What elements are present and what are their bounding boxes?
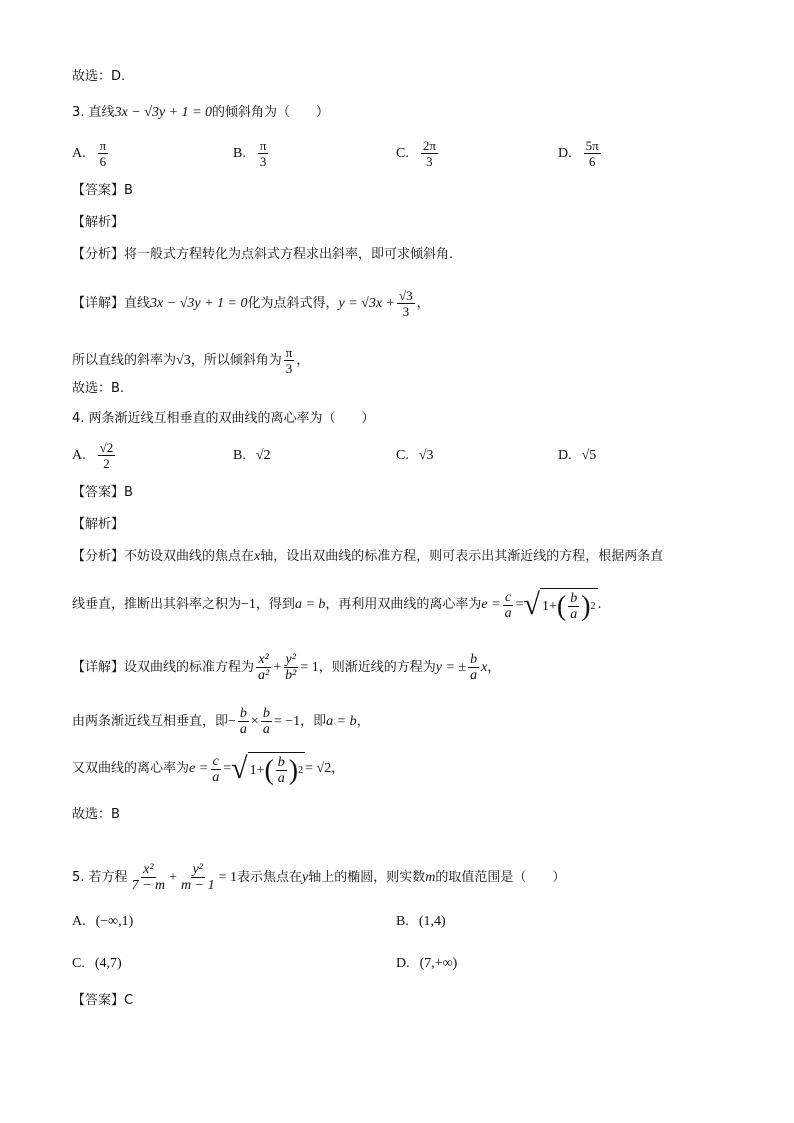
q3-option-c	[396, 138, 440, 169]
q3-xj2-d: ，	[296, 353, 310, 368]
q4-xj2-a: 由两条渐近线互相垂直，即	[72, 713, 229, 729]
q4-xj3-e: e =	[189, 761, 209, 776]
q4-xj3-res: = √2	[305, 761, 332, 776]
q3-option-a-label: A.	[72, 145, 86, 161]
q3-xj1-frac-den: 3	[402, 304, 410, 319]
q4-end-text: 故选：B	[72, 807, 120, 822]
q5-frac-x	[130, 862, 168, 893]
q3-xj2-frac	[284, 345, 295, 376]
q4-xj1-b-sym: b	[470, 652, 478, 667]
q5-option-c	[72, 956, 122, 972]
q5-option-d	[396, 956, 457, 972]
q5-plus: +	[169, 869, 178, 885]
q3-number: 3.	[72, 105, 85, 120]
q3-option-b-den: 3	[259, 154, 267, 169]
q4-jiexi-text: 【解析】	[72, 517, 125, 532]
q4-option-a-value	[98, 440, 116, 471]
q4-option-b-label: B.	[233, 448, 246, 463]
q4-xj1-a-sym: a	[470, 668, 478, 683]
q3-jiexi	[72, 214, 734, 232]
q3-xj1-eq: 3x − √3y + 1 = 0	[150, 296, 248, 311]
q3-fenxi-text: 将一般式方程转化为点斜式方程求出斜率，即可求倾斜角.	[124, 247, 454, 262]
q5-stem-y: y	[302, 869, 309, 885]
q4-xj3-sup: 2	[298, 764, 304, 776]
q4-xj3-lparen: (	[264, 754, 274, 786]
conclusion-text: 故选：D.	[72, 69, 126, 84]
q4-option-c-value: √3	[418, 448, 434, 463]
q3-fenxi	[72, 246, 734, 264]
q3-xiangjie-1	[72, 288, 734, 319]
q3-option-a-num: π	[99, 138, 107, 153]
q4-xj1-b: ，则渐近线的方程为	[318, 659, 436, 675]
q3-xj1-a: 直线	[124, 296, 151, 311]
q4-xj3-a2-sym: a	[277, 771, 285, 786]
q4-option-c-label: C.	[396, 448, 409, 463]
q3-xj1-frac-num: √3	[399, 288, 413, 303]
q3-option-c-value	[421, 138, 438, 169]
q4-xj2-a2: a	[262, 722, 270, 737]
q4-fenxi2-b: ，得到	[255, 597, 295, 612]
q4-xj3-sqrt-body: 1+ ( $\frac{b}{a}$ ) 2	[248, 752, 306, 786]
q3-stem-text-a: 直线	[88, 105, 115, 120]
q3-end-text: 故选：B.	[72, 381, 125, 396]
q5-option-d-label: D.	[396, 956, 410, 971]
q4-fenxi2-a: 线垂直，推断出其斜率之积为	[72, 597, 242, 612]
q3-option-b-num: π	[259, 138, 267, 153]
q3-option-a-value	[98, 138, 109, 169]
q5-option-a-label: A.	[72, 914, 86, 929]
q4-fenxi2-a2-sym: a	[570, 607, 578, 622]
q4-xj1-b2: b²	[285, 668, 297, 683]
q3-xj1-b: 化为点斜式得，	[247, 296, 339, 311]
q5-option-d-value: (7,+∞)	[419, 956, 458, 971]
q4-end	[72, 806, 734, 824]
q5-option-c-label: C.	[72, 956, 85, 971]
q5-stem-b: = 1	[218, 869, 237, 885]
q4-option-a	[72, 440, 117, 471]
q4-option-d-value: √5	[581, 448, 597, 463]
q3-answer	[72, 182, 734, 200]
q4-xiangjie-3	[72, 752, 734, 786]
q4-xj2-b1: b	[239, 706, 247, 721]
q4-xj1-a: 设双曲线的标准方程为	[124, 659, 255, 675]
q3-option-d	[558, 138, 603, 169]
q5-option-a-value: (−∞,1)	[95, 914, 134, 929]
q4-xj2-frac2	[261, 706, 272, 737]
q3-xj2-b: √3	[176, 353, 191, 368]
q3-xj1-d: ，	[416, 296, 430, 311]
q4-fenxi2-frac-ba	[568, 591, 579, 622]
q4-fenxi2-sqrt-sym: √	[523, 588, 540, 621]
q4-option-b-value: √2	[255, 448, 271, 463]
q4-xj1-d: x	[481, 659, 488, 675]
q4-fenxi-x: x	[254, 549, 261, 564]
q4-stem-text: 两条渐近线互相垂直的双曲线的离心率为（ ）	[88, 411, 375, 426]
q4-fenxi2-sqrt	[523, 588, 597, 622]
q4-fenxi2-eq: =	[515, 597, 524, 612]
q4-option-d-label: D.	[558, 448, 572, 463]
q4-xj2-b: = −1	[273, 713, 301, 729]
q4-xj1-e: ，	[487, 659, 501, 675]
q5-option-b-label: B.	[396, 914, 409, 929]
q5-y2: y²	[192, 862, 204, 877]
q4-xj1-frac-y	[283, 652, 298, 683]
q4-xiangjie-tag: 【详解】	[72, 659, 125, 675]
q3-option-b-value	[258, 138, 269, 169]
q4-fenxi-1	[72, 548, 734, 566]
q4-fenxi2-e: e =	[481, 597, 501, 612]
q4-xj1-y2: y²	[285, 652, 296, 667]
q4-option-a-den: 2	[103, 456, 110, 471]
q3-option-c-num: 2π	[422, 138, 436, 153]
q4-fenxi2-sqrt-body: 1+ ( $\frac{b}{a}$ ) 2	[540, 588, 598, 622]
q4-xj1-c: y = ±	[435, 659, 467, 675]
q3-option-b	[233, 138, 270, 169]
q4-xj1-eq1: = 1	[300, 659, 319, 675]
q4-xiangjie-2	[72, 706, 734, 737]
q4-fenxi-a: 不妨设双曲线的焦点在	[124, 549, 255, 564]
q3-option-b-label: B.	[233, 145, 246, 161]
q3-option-a-den: 6	[99, 154, 107, 169]
q3-xj2-frac-num: π	[285, 345, 293, 360]
q3-option-d-value	[584, 138, 601, 169]
q3-stem-equation: 3x − √3y + 1 = 0	[114, 105, 213, 120]
q4-fenxi-b: 轴，设出双曲线的标准方程，则可表示出其渐近线的方程，根据两条直	[260, 549, 664, 564]
q5-stem-c: 表示焦点在	[237, 869, 303, 885]
q4-option-b	[233, 448, 271, 464]
q4-jiexi	[72, 516, 734, 534]
q3-option-c-label: C.	[396, 145, 409, 161]
q5-answer-text: 【答案】C	[72, 993, 134, 1008]
q4-xj2-c: ，即	[300, 713, 327, 729]
q4-fenxi2-m1: −1	[241, 597, 256, 612]
q4-xj3-d: ，	[331, 761, 345, 776]
q3-xj2-frac-den: 3	[285, 361, 293, 376]
q5-option-b	[396, 914, 446, 930]
q3-option-c-den: 3	[426, 154, 433, 169]
q4-fenxi-2	[72, 588, 734, 622]
q4-fenxi-tag: 【分析】	[72, 549, 125, 564]
q4-fenxi2-c: ，再利用双曲线的离心率为	[325, 597, 482, 612]
q4-xj2-minus: −	[228, 713, 236, 729]
q5-frac-y	[179, 862, 217, 893]
q5-stem-a: 若方程	[88, 869, 128, 885]
q3-stem	[72, 104, 734, 122]
q3-xj1-frac	[397, 288, 415, 319]
q4-xj3-a: 又双曲线的离心率为	[72, 761, 190, 776]
q4-answer-text: 【答案】B	[72, 485, 133, 500]
q4-number: 4.	[72, 411, 85, 426]
q5-7m: 7 − m	[131, 878, 166, 893]
q4-xj2-d: ，	[356, 713, 370, 729]
q4-option-a-label: A.	[72, 447, 86, 463]
q3-stem-text-b: 的倾斜角为（ ）	[212, 105, 330, 120]
q4-answer	[72, 484, 734, 502]
q3-jiexi-text: 【解析】	[72, 215, 125, 230]
q5-stem-m: m	[425, 869, 436, 885]
q4-xj3-rparen: )	[288, 754, 299, 786]
q5-stem-d: 轴上的椭圆，则实数	[308, 869, 426, 885]
q4-xj1-x2: x²	[258, 652, 269, 667]
q4-fenxi2-c-sym: c	[504, 589, 512, 605]
q4-xiangjie-1	[72, 652, 734, 683]
q3-xj1-c: y = √3x +	[338, 296, 396, 311]
q4-xj1-a2: a²	[258, 668, 270, 683]
q5-option-a	[72, 914, 133, 930]
q5-option-c-value: (4,7)	[94, 956, 122, 971]
q3-option-a	[72, 138, 110, 169]
q4-option-d	[558, 448, 596, 464]
q3-option-d-num: 5π	[585, 138, 599, 153]
q4-fenxi2-rparen: )	[581, 590, 591, 622]
q4-xj3-c-sym: c	[212, 753, 219, 769]
q3-xj2-a: 所以直线的斜率为	[72, 353, 177, 368]
q5-stem-e: 的取值范围是（ ）	[435, 869, 566, 885]
q5-stem	[72, 862, 734, 893]
q4-xj2-times: ×	[250, 713, 259, 729]
q3-end	[72, 380, 734, 398]
q3-xiangjie-2	[72, 345, 734, 376]
q3-xj2-c: ，所以倾斜角为	[190, 353, 282, 368]
q4-xj2-b2: b	[262, 706, 270, 721]
q4-fenxi2-b-sym: b	[570, 591, 578, 606]
q4-fenxi2-end: .	[597, 597, 602, 612]
q4-xj1-frac-x	[256, 652, 271, 683]
q4-xj2-a1: a	[239, 722, 247, 737]
q4-xj3-a-sym: a	[212, 769, 220, 785]
q3-answer-text: 【答案】B	[72, 183, 133, 198]
q3-xiangjie-tag: 【详解】	[72, 296, 125, 311]
q3-fenxi-tag: 【分析】	[72, 247, 125, 262]
q4-xj3-eq: =	[223, 761, 232, 776]
q4-xj3-frac-ba	[276, 755, 287, 786]
q4-xj3-b-sym: b	[277, 755, 285, 770]
q3-option-d-den: 6	[588, 154, 596, 169]
q4-stem	[72, 410, 734, 428]
q4-fenxi2-ab: a = b	[294, 597, 326, 612]
q5-x2: x²	[143, 862, 154, 877]
q5-number: 5.	[72, 869, 85, 885]
q4-xj2-ab: a = b	[326, 713, 357, 729]
q4-xj3-sqrt	[231, 752, 305, 786]
q4-xj3-frac-ca	[210, 754, 221, 785]
q4-xj1-plus: +	[273, 659, 282, 675]
q4-xj1-frac-ba	[468, 652, 479, 683]
q4-fenxi2-frac-ca	[503, 590, 514, 621]
q5-option-b-value: (1,4)	[418, 914, 446, 929]
q4-xj2-frac1	[238, 706, 249, 737]
q4-option-c	[396, 448, 434, 464]
q5-answer	[72, 992, 734, 1010]
q4-option-a-num: √2	[99, 440, 114, 455]
q4-fenxi2-a-sym: a	[504, 605, 512, 621]
q3-option-d-label: D.	[558, 145, 572, 161]
q4-xj3-sqrt-sym: √	[231, 752, 248, 785]
conclusion-line	[72, 68, 734, 86]
q5-m1: m − 1	[181, 878, 215, 893]
q4-fenxi2-lparen: (	[556, 590, 567, 622]
q4-fenxi2-sup: 2	[590, 600, 596, 612]
